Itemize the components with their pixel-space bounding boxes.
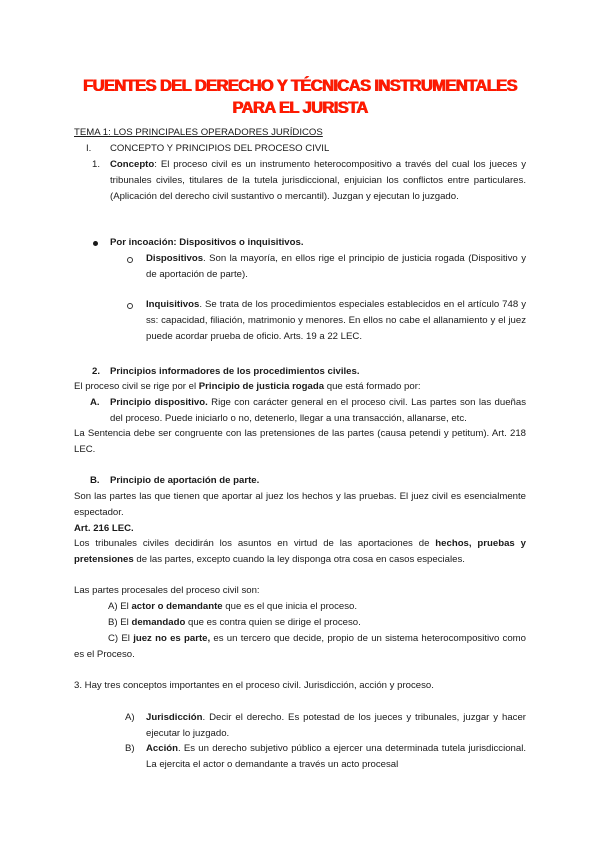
- parte-juez: [74, 631, 526, 663]
- concepto-marker-A: A): [125, 712, 135, 723]
- rige-paragraph: [74, 379, 526, 395]
- item-marker-B: B.: [90, 475, 100, 486]
- parte-c-post: es un tercero que decide, propio de un sistema heterocompositivo como es el Proceso.: [74, 633, 527, 660]
- item-marker-2: 2.: [92, 366, 101, 377]
- dispositivo-label: Principio dispositivo.: [110, 397, 208, 408]
- parte-b-bold: demandado: [131, 617, 186, 628]
- accion-label: Acción: [146, 743, 178, 754]
- art216-heading: Art. 216 LEC.: [74, 523, 134, 534]
- parte-a-pre: A) El: [108, 601, 132, 612]
- parte-demandado: [108, 615, 526, 631]
- tema-heading: TEMA 1: LOS PRINCIPALES OPERADORES JURÍDICOS: [74, 127, 323, 138]
- bullet-dot: [93, 241, 98, 246]
- parte-a-post: que es el que inicia el proceso.: [222, 601, 358, 612]
- dispositivos-label: Dispositivos: [146, 253, 204, 264]
- item-marker-1: 1.: [92, 159, 101, 170]
- tres-conceptos-paragraph: 3. Hay tres conceptos importantes en el proceso civil. Jurisdicción, acción y proceso.: [74, 680, 434, 691]
- partes-intro: Las partes procesales del proceso civil son:: [74, 585, 260, 596]
- aportar-paragraph: Son las partes las que tienen que aportar al juez los hechos y las pruebas. El juez civil es esencialmente espectador.: [74, 491, 526, 518]
- parte-a-bold: actor o demandante: [131, 601, 223, 612]
- parte-actor: [108, 599, 526, 615]
- concepto-label: Concepto: [110, 159, 155, 170]
- concepto-marker-B: B): [125, 743, 135, 754]
- accion-paragraph: [146, 741, 526, 773]
- dispositivos-text: . Son la mayoría, en ellos rige el principio de justicia rogada (Dispositivo y de aportación de parte).: [146, 253, 526, 280]
- incoacion-heading-text: Por incoación: Dispositivos o inquisitivos.: [110, 237, 304, 248]
- item-marker-A: A.: [90, 397, 100, 408]
- tribunales-bold: hechos, pruebas y pretensiones: [74, 538, 526, 565]
- dispositivos-paragraph: [146, 251, 526, 283]
- parte-c-bold: juez no es parte,: [133, 633, 211, 644]
- tribunales-pre: Los tribunales civiles decidirán los asuntos en virtud de las aportaciones de: [74, 538, 436, 549]
- parte-b-post: que es contra quien se dirige el proceso.: [185, 617, 361, 628]
- section-marker-I: I.: [86, 143, 92, 154]
- document-title: FUENTES DEL DERECHO Y TÉCNICAS INSTRUMENTALES PARA EL JURISTA: [83, 77, 517, 117]
- parte-c-pre: C) El: [108, 633, 134, 644]
- sentencia-paragraph: La Sentencia debe ser congruente con las pretensiones de las partes (causa petendi y petitum). Art. 218 LEC.: [74, 428, 526, 455]
- dispositivo-text: Rige con carácter general en el proceso civil. Las partes son las dueñas del proceso. Puede iniciarlo o no, detenerlo, llegar a una transacción, allanarse, etc.: [110, 397, 526, 424]
- rige-pre: El proceso civil se rige por el: [74, 381, 199, 392]
- rige-post: que está formado por:: [324, 381, 421, 392]
- inquisitivos-text: . Se trata de los procedimientos especiales establecidos en el artículo 748 y ss: capacidad, filiación, matrimonio y menores. En ellos no cabe el allanamiento y el juez puede acordar prueba de oficio. Arts. 19 a 22 LEC.: [146, 299, 526, 342]
- dispositivo-paragraph: [110, 395, 526, 427]
- section-heading: CONCEPTO Y PRINCIPIOS DEL PROCESO CIVIL: [110, 143, 330, 154]
- jurisdiccion-label: Jurisdicción: [146, 712, 203, 723]
- parte-b-pre: B) El: [108, 617, 132, 628]
- rige-bold: Principio de justicia rogada: [198, 381, 325, 392]
- incoacion-heading: [110, 235, 526, 251]
- sub-bullet-circle: [127, 303, 133, 309]
- accion-text: . Es un derecho subjetivo público a ejercer una determinada tutela jurisdiccional. La ejercita el actor o demandante a través un acto procesal: [146, 743, 526, 770]
- inquisitivos-paragraph: [146, 297, 526, 344]
- aportacion-heading: Principio de aportación de parte.: [110, 475, 260, 486]
- concepto-text: : El proceso civil es un instrumento heterocompositivo a través del cual los jueces y tribunales civiles, titulares de la tutela jurisdiccional, enjuician los conflictos entre particulares. (Aplicación del derecho civil sustantivo o mercantil). Juzgan y ejecutan lo juzgado.: [110, 159, 526, 202]
- inquisitivos-label: Inquisitivos: [146, 299, 200, 310]
- tribunales-paragraph: [74, 536, 526, 568]
- jurisdiccion-paragraph: [146, 710, 526, 742]
- sub-bullet-circle: [127, 257, 133, 263]
- tribunales-post: de las partes, excepto cuando la ley disponga otra cosa en casos especiales.: [133, 553, 465, 565]
- principios-heading: Principios informadores de los procedimientos civiles.: [110, 366, 360, 377]
- jurisdiccion-text: . Decir el derecho. Es potestad de los jueces y tribunales, juzgar y hacer ejecutar lo juzgado.: [146, 712, 526, 739]
- concepto-paragraph: [110, 157, 526, 204]
